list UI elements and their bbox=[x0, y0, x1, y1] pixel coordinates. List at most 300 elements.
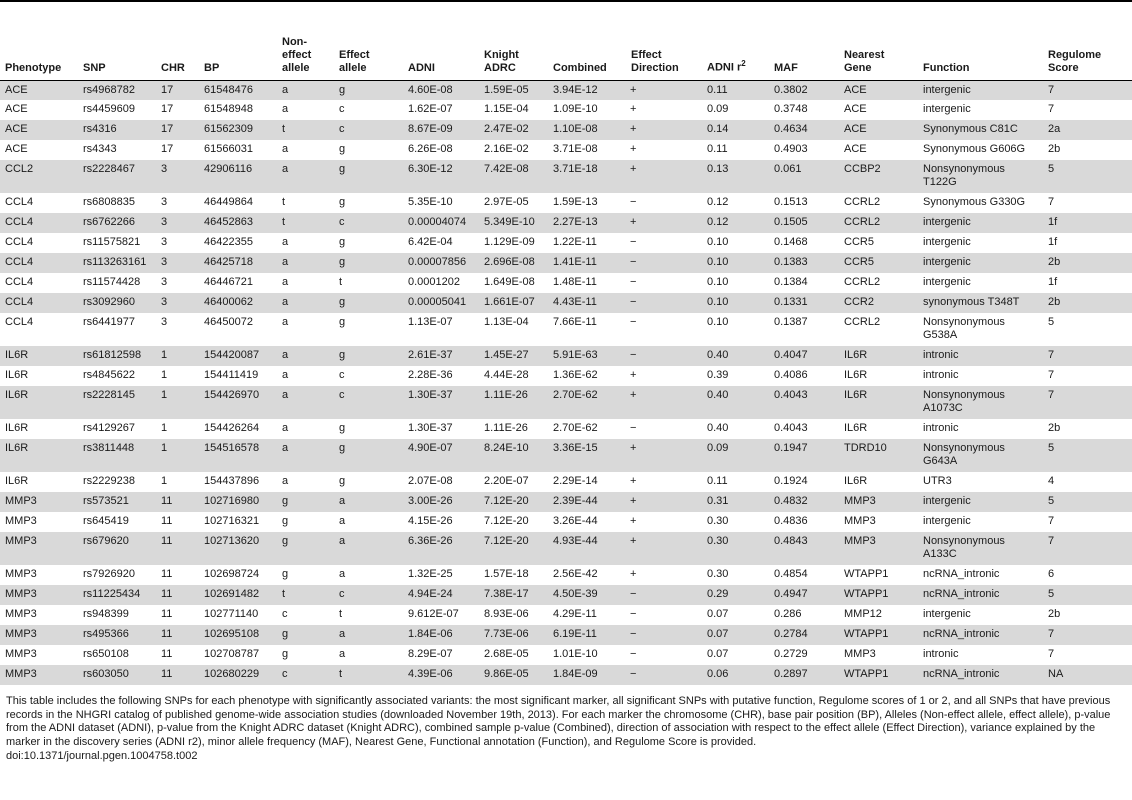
table-cell: a bbox=[277, 80, 334, 100]
table-cell: a bbox=[277, 386, 334, 419]
column-header: CHR bbox=[156, 28, 199, 80]
table-cell: 1.59E-13 bbox=[553, 196, 598, 208]
table-cell: 0.12 bbox=[707, 196, 729, 208]
table-cell: rs11574428 bbox=[83, 276, 141, 288]
table-cell: 0.10 bbox=[707, 236, 729, 248]
table-cell: 2.70E-62 bbox=[553, 422, 598, 434]
table-cell: t bbox=[277, 120, 334, 140]
table-cell: ncRNA_intronic bbox=[918, 585, 1043, 605]
table-cell: 0.4043 bbox=[769, 386, 839, 419]
table-cell: t bbox=[277, 585, 334, 605]
table-cell: 102680229 bbox=[199, 665, 277, 685]
table-cell: IL6R bbox=[0, 439, 78, 472]
table-cell: 1.129E-09 bbox=[484, 236, 535, 248]
table-cell: g bbox=[334, 346, 403, 366]
table-cell: 2.61E-37 bbox=[403, 346, 479, 366]
table-row bbox=[0, 253, 1132, 273]
table-cell: CCRL2 bbox=[844, 276, 881, 288]
table-cell: TDRD10 bbox=[839, 439, 918, 472]
table-cell: 1.36E-62 bbox=[553, 369, 598, 381]
table-cell: a bbox=[334, 532, 403, 565]
table-cell: a bbox=[282, 236, 289, 248]
table-cell: 1.59E-05 bbox=[479, 80, 548, 100]
table-cell: IL6R bbox=[844, 475, 868, 487]
table-cell: c bbox=[339, 103, 345, 115]
table-cell: 2.29E-14 bbox=[553, 475, 598, 487]
table-cell: g bbox=[339, 475, 346, 487]
table-cell: CCRL2 bbox=[844, 316, 881, 328]
column-header: MAF bbox=[769, 28, 839, 80]
table-cell: 1f bbox=[1043, 213, 1132, 233]
table-cell: IL6R bbox=[5, 369, 29, 381]
table-cell: − bbox=[630, 236, 637, 248]
table-cell: 11 bbox=[156, 532, 199, 565]
table-cell: a bbox=[277, 160, 334, 193]
table-cell: 9.86E-05 bbox=[479, 665, 548, 685]
table-cell: rs4343 bbox=[83, 143, 117, 155]
table-cell: t bbox=[282, 196, 286, 208]
table-cell: 4.29E-11 bbox=[553, 608, 597, 620]
table-cell: 17 bbox=[161, 143, 174, 155]
table-cell: 0.4086 bbox=[774, 369, 808, 381]
table-cell: 6.19E-11 bbox=[548, 625, 626, 645]
table-cell: 0.30 bbox=[707, 515, 729, 527]
table-cell: UTR3 bbox=[923, 475, 952, 487]
table-cell: 7.38E-17 bbox=[479, 585, 548, 605]
table-cell: ACE bbox=[5, 103, 28, 115]
table-cell: 1.649E-08 bbox=[484, 276, 535, 288]
table-row bbox=[0, 386, 1132, 419]
table-cell: 1 bbox=[161, 475, 168, 487]
table-cell: − bbox=[630, 648, 637, 660]
table-body bbox=[0, 80, 1132, 685]
table-cell: 0.40 bbox=[707, 422, 729, 434]
table-header-row bbox=[0, 28, 1132, 80]
table-cell: 5.91E-63 bbox=[548, 346, 626, 366]
table-cell: 6.42E-04 bbox=[408, 236, 453, 248]
table-cell: 5 bbox=[1048, 316, 1055, 328]
table-cell: 61566031 bbox=[204, 143, 253, 155]
table-cell: rs4459609 bbox=[83, 103, 135, 115]
table-cell: CCL4 bbox=[5, 276, 34, 288]
table-cell: 0.1331 bbox=[769, 293, 839, 313]
table-cell: intergenic bbox=[923, 608, 971, 620]
table-cell: 0.4043 bbox=[774, 422, 808, 434]
table-row bbox=[0, 605, 1132, 625]
table-cell: 0.09 bbox=[707, 103, 729, 115]
table-cell: WTAPP1 bbox=[839, 625, 918, 645]
table-cell: 46450072 bbox=[204, 316, 253, 328]
table-cell: MMP3 bbox=[5, 515, 37, 527]
table-cell: 4.43E-11 bbox=[548, 293, 626, 313]
table-cell: 2.39E-44 bbox=[548, 492, 626, 512]
table-cell: 7 bbox=[1043, 80, 1132, 100]
table-cell: rs3092960 bbox=[78, 293, 156, 313]
table-cell: a bbox=[339, 648, 346, 660]
table-cell: 1 bbox=[161, 369, 168, 381]
table-row bbox=[0, 100, 1132, 120]
table-cell: 0.07 bbox=[702, 625, 769, 645]
table-cell: 7.12E-20 bbox=[479, 532, 548, 565]
table-cell: 5.349E-10 bbox=[479, 213, 548, 233]
table-cell: 0.10 bbox=[707, 276, 729, 288]
table-cell: 8.29E-07 bbox=[408, 648, 453, 660]
table-cell: 11 bbox=[156, 585, 199, 605]
table-cell: ACE bbox=[844, 143, 867, 155]
table-cell: 0.4832 bbox=[769, 492, 839, 512]
table-cell: 1.09E-10 bbox=[553, 103, 598, 115]
column-header: Nearest Gene bbox=[839, 28, 918, 80]
table-cell: 5 bbox=[1043, 439, 1132, 472]
table-cell: 3 bbox=[156, 160, 199, 193]
table-cell: rs113263161 bbox=[78, 253, 156, 273]
column-header: Non-effect allele bbox=[277, 28, 334, 80]
table-cell: g bbox=[339, 422, 346, 434]
table-cell: 2b bbox=[1043, 293, 1132, 313]
table-cell: c bbox=[334, 386, 403, 419]
table-cell: g bbox=[339, 196, 346, 208]
table-cell: 7.73E-06 bbox=[479, 625, 548, 645]
table-cell: 4.94E-24 bbox=[403, 585, 479, 605]
table-cell: MMP12 bbox=[844, 608, 882, 620]
table-cell: 1.13E-04 bbox=[484, 316, 529, 328]
table-cell: 1.84E-06 bbox=[403, 625, 479, 645]
table-cell: 9.612E-07 bbox=[408, 608, 459, 620]
table-cell: 0.4634 bbox=[769, 120, 839, 140]
table-cell: 6.36E-26 bbox=[403, 532, 479, 565]
table-cell: 0.1947 bbox=[769, 439, 839, 472]
table-cell: 0.29 bbox=[702, 585, 769, 605]
table-cell: a bbox=[282, 143, 289, 155]
table-cell: 3.26E-44 bbox=[553, 515, 598, 527]
table-cell: 0.11 bbox=[707, 143, 728, 155]
table-cell: 4.39E-06 bbox=[403, 665, 479, 685]
table-cell: rs7926920 bbox=[83, 568, 135, 580]
table-cell: 7 bbox=[1043, 625, 1132, 645]
table-cell: rs4845622 bbox=[83, 369, 135, 381]
table-cell: 2.56E-42 bbox=[553, 568, 598, 580]
table-cell: 154426970 bbox=[199, 386, 277, 419]
table-cell: CCRL2 bbox=[839, 213, 918, 233]
table-cell: 154411419 bbox=[204, 369, 259, 381]
table-cell: 1.41E-11 bbox=[548, 253, 626, 273]
table-cell: 2b bbox=[1048, 422, 1061, 434]
table-row bbox=[0, 140, 1132, 160]
table-cell: 0.1505 bbox=[769, 213, 839, 233]
table-cell: intergenic bbox=[918, 213, 1043, 233]
table-cell: CCR5 bbox=[844, 236, 874, 248]
table-cell: MMP3 bbox=[0, 625, 78, 645]
table-cell: IL6R bbox=[5, 475, 29, 487]
table-row bbox=[0, 439, 1132, 472]
table-cell: 102695108 bbox=[199, 625, 277, 645]
table-cell: + bbox=[630, 475, 637, 487]
table-cell: rs4129267 bbox=[83, 422, 135, 434]
table-cell: − bbox=[626, 585, 702, 605]
table-cell: rs4968782 bbox=[78, 80, 156, 100]
table-row bbox=[0, 366, 1132, 386]
table-row bbox=[0, 419, 1132, 439]
table-cell: 8.24E-10 bbox=[479, 439, 548, 472]
table-cell: a bbox=[282, 316, 289, 328]
table-cell: g bbox=[277, 532, 334, 565]
table-cell: 3 bbox=[161, 276, 168, 288]
table-cell: g bbox=[339, 316, 346, 328]
table-cell: t bbox=[339, 608, 343, 620]
table-cell: 154437896 bbox=[204, 475, 260, 487]
table-cell: 8.93E-06 bbox=[484, 608, 529, 620]
table-cell: 3.71E-18 bbox=[548, 160, 626, 193]
snp-table bbox=[0, 28, 1132, 685]
column-header: Effect Direction bbox=[626, 28, 702, 80]
table-cell: 0.00007856 bbox=[403, 253, 479, 273]
table-cell: 1.45E-27 bbox=[479, 346, 548, 366]
table-cell: 0.40 bbox=[702, 346, 769, 366]
table-cell: 46422355 bbox=[204, 236, 253, 248]
table-cell: intronic bbox=[918, 346, 1043, 366]
table-cell: c bbox=[282, 608, 288, 620]
table-cell: 0.1468 bbox=[774, 236, 808, 248]
table-cell: intergenic bbox=[923, 236, 971, 248]
table-cell: a bbox=[334, 492, 403, 512]
table-cell: g bbox=[339, 236, 346, 248]
table-cell: 0.3802 bbox=[769, 80, 839, 100]
table-cell: 3 bbox=[161, 236, 168, 248]
table-cell: 7 bbox=[1048, 103, 1055, 115]
table-cell: intronic bbox=[923, 369, 959, 381]
table-cell: 7 bbox=[1048, 196, 1055, 208]
table-cell: 1.30E-37 bbox=[403, 386, 479, 419]
table-row bbox=[0, 565, 1132, 585]
table-cell: 6.30E-12 bbox=[403, 160, 479, 193]
table-cell: 7 bbox=[1048, 369, 1055, 381]
table-cell: 0.12 bbox=[702, 213, 769, 233]
table-cell: 0.30 bbox=[702, 532, 769, 565]
table-cell: 3.71E-08 bbox=[553, 143, 598, 155]
table-row bbox=[0, 472, 1132, 492]
table-cell: − bbox=[626, 625, 702, 645]
table-cell: synonymous T348T bbox=[918, 293, 1043, 313]
table-cell: 1f bbox=[1048, 236, 1058, 248]
table-cell: 0.10 bbox=[702, 253, 769, 273]
table-cell: + bbox=[626, 160, 702, 193]
table-cell: 2.20E-07 bbox=[484, 475, 529, 487]
table-cell: MMP3 bbox=[0, 585, 78, 605]
table-cell: rs6762266 bbox=[78, 213, 156, 233]
table-cell: 0.2729 bbox=[774, 648, 808, 660]
table-cell: + bbox=[626, 439, 702, 472]
table-cell: + bbox=[626, 80, 702, 100]
table-cell: 0.1924 bbox=[774, 475, 808, 487]
table-cell: 1.30E-37 bbox=[408, 422, 453, 434]
table-cell: − bbox=[630, 608, 637, 620]
table-cell: intergenic bbox=[918, 492, 1043, 512]
table-cell: 154516578 bbox=[199, 439, 277, 472]
table-cell: 11 bbox=[161, 608, 173, 620]
table-cell: 8.67E-09 bbox=[403, 120, 479, 140]
table-cell: 7.42E-08 bbox=[479, 160, 548, 193]
table-cell: + bbox=[630, 143, 637, 155]
table-cell: Nonsynonymous A133C bbox=[918, 532, 1043, 565]
table-cell: 0.14 bbox=[702, 120, 769, 140]
table-cell: 1.62E-07 bbox=[408, 103, 453, 115]
table-cell: 7 bbox=[1043, 346, 1132, 366]
table-cell: MMP3 bbox=[0, 532, 78, 565]
table-cell: intergenic bbox=[918, 253, 1043, 273]
table-cell: 102708787 bbox=[204, 648, 260, 660]
table-row bbox=[0, 213, 1132, 233]
table-cell: 6 bbox=[1048, 568, 1055, 580]
table-cell: 61562309 bbox=[199, 120, 277, 140]
table-cell: IL6R bbox=[839, 386, 918, 419]
table-cell: g bbox=[277, 492, 334, 512]
table-cell: 17 bbox=[161, 103, 174, 115]
table-cell: 5 bbox=[1043, 585, 1132, 605]
table-cell: 4.60E-08 bbox=[403, 80, 479, 100]
table-cell: ACE bbox=[844, 103, 867, 115]
table-cell: 1 bbox=[156, 386, 199, 419]
table-cell: 0.11 bbox=[707, 475, 728, 487]
table-cell: intronic bbox=[923, 648, 959, 660]
table-cell: 2a bbox=[1043, 120, 1132, 140]
table-cell: CCR2 bbox=[839, 293, 918, 313]
table-cell: 1.22E-11 bbox=[553, 236, 597, 248]
table-cell: rs2229238 bbox=[83, 475, 135, 487]
table-cell: 102716321 bbox=[204, 515, 260, 527]
table-cell: 2.70E-62 bbox=[548, 386, 626, 419]
column-header: BP bbox=[199, 28, 277, 80]
table-cell: g bbox=[282, 515, 289, 527]
table-cell: CCL4 bbox=[0, 253, 78, 273]
table-cell: 2b bbox=[1048, 608, 1061, 620]
table-cell: + bbox=[626, 492, 702, 512]
table-cell: IL6R bbox=[0, 386, 78, 419]
table-cell: a bbox=[282, 475, 289, 487]
table-cell: 46449864 bbox=[204, 196, 253, 208]
table-cell: 5 bbox=[1043, 492, 1132, 512]
table-cell: 0.11 bbox=[702, 80, 769, 100]
table-cell: 102691482 bbox=[199, 585, 277, 605]
table-row bbox=[0, 273, 1132, 293]
table-cell: t bbox=[339, 276, 343, 288]
table-cell: Nonsynonymous A1073C bbox=[918, 386, 1043, 419]
table-cell: a bbox=[282, 369, 289, 381]
table-cell: 0.13 bbox=[702, 160, 769, 193]
table-cell: 11 bbox=[156, 665, 199, 685]
table-cell: 7.12E-20 bbox=[479, 492, 548, 512]
table-cell: 2b bbox=[1048, 143, 1061, 155]
table-cell: CCL4 bbox=[5, 236, 34, 248]
table-cell: g bbox=[282, 568, 289, 580]
table-cell: 3.36E-15 bbox=[548, 439, 626, 472]
table-cell: 2.68E-05 bbox=[484, 648, 529, 660]
table-cell: 4.93E-44 bbox=[548, 532, 626, 565]
table-cell: 1.57E-18 bbox=[484, 568, 529, 580]
table-cell: 5 bbox=[1043, 160, 1132, 193]
table-cell: g bbox=[339, 143, 346, 155]
table-cell: 3 bbox=[156, 213, 199, 233]
table-cell: − bbox=[630, 316, 637, 328]
table-cell: rs6441977 bbox=[83, 316, 135, 328]
table-cell: 1.84E-09 bbox=[548, 665, 626, 685]
table-cell: + bbox=[630, 568, 637, 580]
table-cell: 0.4854 bbox=[774, 568, 808, 580]
table-cell: 7.12E-20 bbox=[484, 515, 529, 527]
table-cell: ncRNA_intronic bbox=[918, 625, 1043, 645]
table-cell: Synonymous G606G bbox=[923, 143, 1026, 155]
table-cell: 4.50E-39 bbox=[548, 585, 626, 605]
column-header: ADNI bbox=[403, 28, 479, 80]
table-cell: WTAPP1 bbox=[839, 585, 918, 605]
table-cell: g bbox=[334, 253, 403, 273]
table-cell: MMP3 bbox=[844, 648, 876, 660]
table-cell: 2.07E-08 bbox=[408, 475, 453, 487]
table-row bbox=[0, 120, 1132, 140]
table-cell: ncRNA_intronic bbox=[918, 665, 1043, 685]
table-cell: 3 bbox=[156, 253, 199, 273]
table-cell: Synonymous C81C bbox=[918, 120, 1043, 140]
table-cell: rs679620 bbox=[78, 532, 156, 565]
table-cell: IL6R bbox=[844, 422, 868, 434]
table-cell: a bbox=[339, 515, 346, 527]
table-cell: + bbox=[630, 369, 637, 381]
table-cell: g bbox=[277, 625, 334, 645]
table-cell: 1.10E-08 bbox=[548, 120, 626, 140]
table-cell: 46425718 bbox=[199, 253, 277, 273]
table-cell: ACE bbox=[0, 80, 78, 100]
table-cell: 11 bbox=[161, 648, 173, 660]
table-cell: 1.48E-11 bbox=[553, 276, 597, 288]
table-cell: 46446721 bbox=[204, 276, 253, 288]
table-cell: 7 bbox=[1048, 515, 1055, 527]
table-cell: − bbox=[626, 346, 702, 366]
table-row bbox=[0, 313, 1132, 346]
table-cell: CCL4 bbox=[0, 213, 78, 233]
table-cell: CCL4 bbox=[5, 196, 34, 208]
table-cell: CCR5 bbox=[839, 253, 918, 273]
table-cell: 4.15E-26 bbox=[408, 515, 453, 527]
table-cell: 1.13E-07 bbox=[408, 316, 453, 328]
table-cell: 2.696E-08 bbox=[479, 253, 548, 273]
table-cell: 11 bbox=[156, 625, 199, 645]
table-cell: g bbox=[334, 80, 403, 100]
table-cell: 0.286 bbox=[774, 608, 802, 620]
table-cell: MMP3 bbox=[5, 648, 37, 660]
table-cell: ACE bbox=[5, 143, 28, 155]
table-row bbox=[0, 512, 1132, 532]
table-cell: MMP3 bbox=[839, 492, 918, 512]
table-cell: − bbox=[626, 253, 702, 273]
table-cell: 0.31 bbox=[702, 492, 769, 512]
table-cell: a bbox=[277, 253, 334, 273]
table-cell: 3.94E-12 bbox=[548, 80, 626, 100]
table-cell: rs603050 bbox=[78, 665, 156, 685]
top-rule bbox=[0, 0, 1132, 2]
column-header: Knight ADRC bbox=[479, 28, 548, 80]
table-cell: 4.44E-28 bbox=[484, 369, 529, 381]
table-cell: 17 bbox=[156, 120, 199, 140]
table-cell: 2.16E-02 bbox=[484, 143, 529, 155]
table-cell: intergenic bbox=[918, 80, 1043, 100]
table-cell: ACE bbox=[0, 120, 78, 140]
table-cell: − bbox=[626, 665, 702, 685]
table-cell: 0.3748 bbox=[774, 103, 808, 115]
table-cell: 0.4843 bbox=[769, 532, 839, 565]
table-cell: rs645419 bbox=[83, 515, 129, 527]
table-cell: 0.4836 bbox=[774, 515, 808, 527]
table-cell: a bbox=[339, 568, 346, 580]
table-cell: 0.10 bbox=[707, 316, 729, 328]
